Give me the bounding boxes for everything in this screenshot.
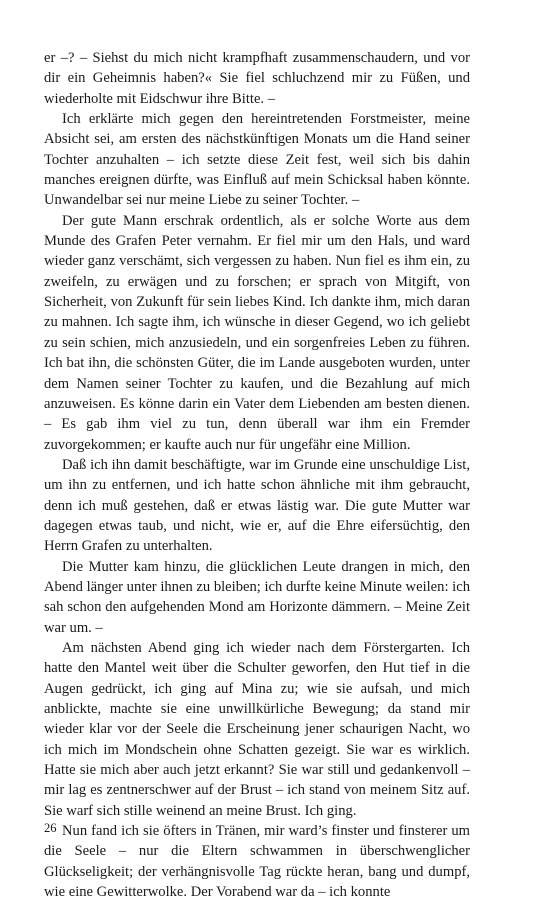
page-number: 26 <box>44 821 57 835</box>
paragraph-3: Der gute Mann erschrak ordentlich, als er solche Worte aus dem Munde des Grafen Peter vernahm. Er fiel mir um den Hals, und ward wieder ganz verschämt, sich vergessen zu haben. Nun fiel es ihm ein, zu zweifeln, zu erwägen und zu forschen; er sprach von Mitgift, von Sicherheit, von Zukunft für sein liebes Kind. Ich dankte ihm, mich daran zu mahnen. Ich sagte ihm, ich wünsche in dieser Gegend, wo ich geliebt zu sein schien, mich anzusiedeln, und ein sorgenfreies Leben zu führen. Ich bat ihn, die schönsten Güter, die im Lande ausgeboten wurden, unter dem Namen seiner Tochter zu kaufen, und die Bezahlung auf mich anzuweisen. Es könne darin ein Vater dem Liebenden am besten dienen. – Es gab ihm viel zu tun, denn überall war ihm ein Fremder zuvorgekommen; er kaufte auch nur für ungefähr eine Million. <box>44 212 470 453</box>
paragraph-1: er –? – Siehst du mich nicht krampfhaft zusammenschaudern, und vor dir ein Geheimnis haben?« Sie fiel schluchzend mir zu Füßen, und wiederholte mit Eidschwur ihre Bitte. – <box>44 50 470 107</box>
paragraph-6: Am nächsten Abend ging ich wieder nach dem Förstergarten. Ich hatte den Mantel weit über die Schulter geworfen, den Hut tief in die Augen gedrückt, ich ging auf Mina zu; wie sie aufsah, und mich anblickte, machte sie eine unwillkürliche Bewegung; da stand mir wieder klar vor der Seele die Erscheinung jener schaurigen Nacht, wo ich mich im Mondschein ohne Schatten gezeigt. Sie war es wirklich. Hatte sie mich aber auch jetzt erkannt? Sie war still und gedankenvoll – mir lag es zentnerschwer auf der Brust – ich stand von meinem Sitz auf. Sie warf sich stille weinend an meine Brust. Ich ging. <box>44 639 470 819</box>
paragraph-2: Ich erklärte mich gegen den hereintretenden Forstmeister, meine Absicht sei, am ersten des nächstkünftigen Monats um die Hand seiner Tochter anzuhalten – ich setzte diese Zeit fest, weil sich bis dahin manches ereignen dürfte, was Einfluß auf mein Schicksal haben könnte. Unwandelbar sei nur meine Liebe zu seiner Tochter. – <box>44 111 470 209</box>
paragraph-7: Nun fand ich sie öfters in Tränen, mir ward’s finster und finsterer um die Seele – nur die Eltern schwammen in überschwenglicher Glückseligkeit; der verhängnisvolle Tag rückte heran, bang und dumpf, wie eine Gewitterwolke. Der Vorabend war da – ich konnte <box>44 823 470 901</box>
book-page-text <box>44 48 470 902</box>
paragraph-5: Die Mutter kam hinzu, die glücklichen Leute drangen in mich, den Abend länger unter ihnen zu bleiben; ich durfte keine Minute weilen: ich sah schon den aufgehenden Mond am Horizonte dämmern. – Meine Zeit war um. – <box>44 558 470 636</box>
paragraph-4: Daß ich ihn damit beschäftigte, war im Grunde eine unschuldige List, um ihn zu entfernen, und ich hatte schon ähnliche mit ihm gebraucht, denn ich muß gestehen, daß er etwas lästig war. Die gute Mutter war dagegen etwas taub, und nicht, wie er, auf die Ehre eifersüchtig, den Herrn Grafen zu unterhalten. <box>44 456 470 555</box>
